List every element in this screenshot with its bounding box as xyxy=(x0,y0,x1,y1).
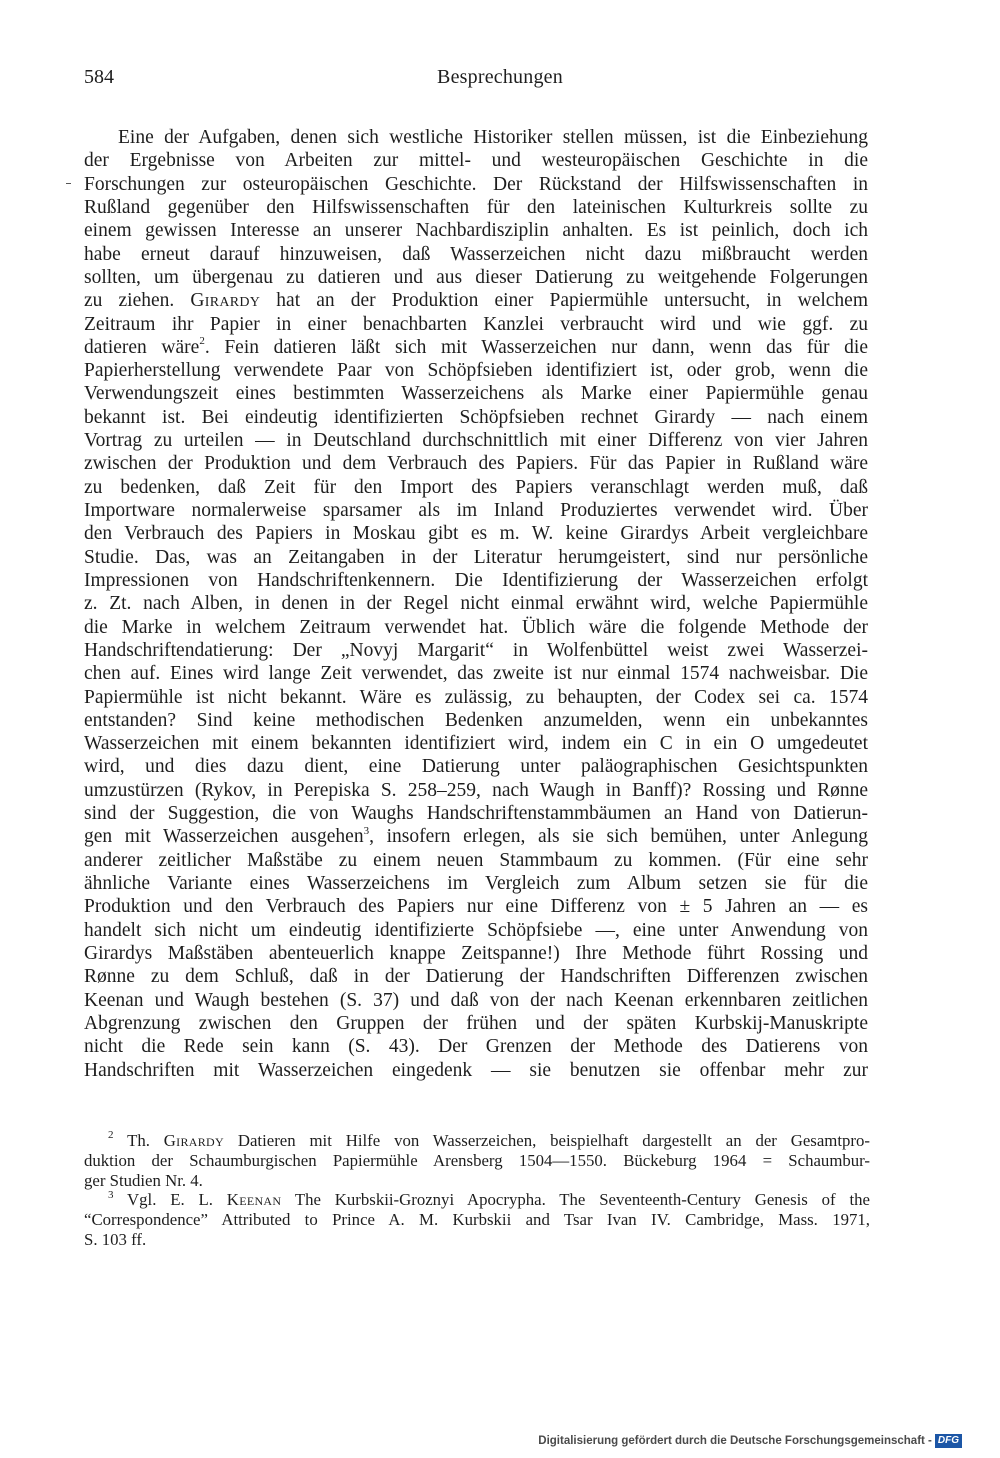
footnote-ref: 3 xyxy=(363,824,370,837)
footnote-2-author: Girardy xyxy=(163,1131,224,1150)
body-line xyxy=(84,336,868,359)
body-line-segment: gen mit Wasserzeichen ausgehen xyxy=(84,826,364,848)
body-line: Verwendungszeit eines bestimmten Wasserzeichens als Marke einer Papiermühle genau xyxy=(84,383,868,405)
body-line: Handschriften mit Wasserzeichen eingedenk — sie benutzen sie offenbar mehr zur xyxy=(84,1059,868,1081)
body-line: anderer zeitlicher Maßstäbe zu einem neuen Stammbaum zu kommen. (Für eine sehr xyxy=(84,849,868,871)
body-line: Handschriftendatierung: Der „Novyj Margarit“ in Wolfenbüttel weist zwei Wasserzei- xyxy=(84,639,868,661)
footnote-3-line-1 xyxy=(84,1190,870,1210)
body-line-segment: zu ziehen. xyxy=(84,290,191,312)
body-line: Eine der Aufgaben, denen sich westliche Historiker stellen müssen, ist die Einbeziehung xyxy=(118,127,868,148)
footnote-2-line-1 xyxy=(84,1131,870,1151)
footnote-3-author: Keenan xyxy=(226,1190,282,1210)
running-head: Besprechungen xyxy=(437,66,563,88)
dfg-logo: DFG xyxy=(935,1434,962,1448)
body-line: einem gewissen Interesse an unserer Nachbardisziplin anhalten. Es ist peinlich, doch ich xyxy=(84,220,868,242)
body-line-segment: datieren wäre xyxy=(84,336,200,358)
body-line-segment: , insofern erlegen, als sie sich bemühen, unter Anlegung xyxy=(369,826,868,848)
body-line: Girardys Maßstäben abenteuerlich knappe Zeitspanne!) Ihre Methode führt Rossing und xyxy=(84,942,868,964)
footnote-3-text: The Kurbskii-Groznyi Apocrypha. The Seventeenth-Century Genesis of the xyxy=(281,1190,870,1210)
body-line: chen auf. Eines wird lange Zeit verwendet, das zweite ist nur einmal 1574 nachweisbar. Die xyxy=(84,663,868,685)
footnote-3-number: 3 xyxy=(108,1188,114,1201)
body-line: Produktion und den Verbrauch des Papiers nur eine Differenz von ± 5 Jahren an — es xyxy=(84,896,868,918)
body-line: Zeitraum ihr Papier in einer benachbarten Kanzlei verbraucht wird und wie ggf. zu xyxy=(84,313,868,335)
body-line: sollten, um übergenau zu datieren und aus dieser Datierung zu weitgehende Folgerungen xyxy=(84,266,868,288)
body-line: umzustürzen (Rykov, in Perepiska S. 258–259, nach Waugh in Banff)? Rossing und Rønne xyxy=(84,779,868,801)
body-line-segment: hat an der Produktion einer Papiermühle untersucht, in welchem xyxy=(260,290,868,312)
body-line: Wasserzeichen mit einem bekannten identifiziert wird, indem ein C in ein O umgedeutet xyxy=(84,733,868,755)
footnote-ref: 2 xyxy=(199,335,205,348)
body-line: bekannt ist. Bei eindeutig identifizierten Schöpfsieben rechnet Girardy — nach einem xyxy=(84,406,868,428)
footnote-3-line-3: S. 103 ff. xyxy=(84,1229,147,1249)
body-line: Forschungen zur osteuropäischen Geschichte. Der Rückstand der Hilfswissenschaften in xyxy=(84,173,868,195)
footnote-2-line-3: ger Studien Nr. 4. xyxy=(84,1170,203,1190)
footnote-3-author-pre: Vgl. E. L. xyxy=(127,1190,227,1210)
body-line: der Ergebnisse von Arbeiten zur mittel- und westeuropäischen Geschichte in die xyxy=(84,150,868,172)
body-line xyxy=(84,289,868,312)
footnotes xyxy=(84,1131,870,1250)
footnote-2-number: 2 xyxy=(108,1129,114,1142)
body-line: nicht die Rede sein kann (S. 43). Der Grenzen der Methode des Datierens von xyxy=(84,1036,868,1058)
body-line: Papierherstellung verwendete Paar von Schöpfsieben identifiziert ist, oder grob, wenn die xyxy=(84,360,868,382)
body-line: Keenan und Waugh bestehen (S. 37) und daß von der nach Keenan erkennbaren zeitlichen xyxy=(84,989,868,1011)
body-line: ähnliche Variante eines Wasserzeichens im Vergleich zum Album setzen sie für die xyxy=(84,873,868,894)
body-line: Rußland gegenüber den Hilfswissenschaften für den lateinischen Kulturkreis sollte zu xyxy=(84,196,868,218)
body-line: Rønne zu dem Schluß, daß in der Datierung der Handschriften Differenzen zwischen xyxy=(84,966,868,988)
body-line xyxy=(84,825,868,848)
author-name: Girardy xyxy=(190,290,261,312)
body-line: z. Zt. nach Alben, in denen in der Regel nicht einmal erwähnt wird, welche Papiermühle xyxy=(84,593,868,615)
body-line: Abgrenzung zwischen den Gruppen der frühen und der späten Kurbskij-Manuskripte xyxy=(84,1012,868,1034)
body-line: habe erneut darauf hinzuweisen, daß Wasserzeichen nicht dazu mißbraucht werden xyxy=(84,243,868,265)
digitization-credit xyxy=(538,1434,962,1448)
margin-mark xyxy=(66,183,71,184)
body-line: wird, und dies dazu dient, eine Datierung unter paläographischen Gesichtspunkten xyxy=(84,756,868,778)
body-text xyxy=(84,126,868,1082)
footnote-2-author-pre: Th. xyxy=(127,1131,164,1150)
body-line: Papiermühle ist nicht bekannt. Wäre es zulässig, zu behaupten, der Codex sei ca. 1574 xyxy=(84,686,868,708)
page-number: 584 xyxy=(84,66,114,88)
footnote-2-text: Datieren mit Hilfe von Wasserzeichen, beispielhaft dargestellt an der Gesamtpro- xyxy=(224,1131,870,1150)
body-line: entstanden? Sind keine methodischen Bedenken anzumelden, wenn ein unbekanntes xyxy=(84,709,868,731)
body-line: Studie. Das, was an Zeitangaben in der Literatur herumgeistert, sind nur persönliche xyxy=(84,546,868,568)
body-line-segment: . Fein datieren läßt sich mit Wasserzeichen nur dann, wenn das für die xyxy=(204,336,868,358)
credit-text: Digitalisierung gefördert durch die Deutsche Forschungsgemeinschaft - xyxy=(538,1435,932,1447)
body-line: zu bedenken, daß Zeit für den Import des Papiers veranschlagt werden muß, daß xyxy=(84,476,868,498)
body-line: Importware normalerweise sparsamer als im Inland Produziertes verwendet wird. Über xyxy=(84,500,868,521)
body-line: den Verbrauch des Papiers in Moskau gibt es m. W. keine Girardys Arbeit vergleichbare xyxy=(84,523,868,545)
body-line: handelt sich nicht um eindeutig identifizierte Schöpfsiebe —, eine unter Anwendung von xyxy=(84,919,868,941)
body-line: zwischen der Produktion und dem Verbrauch des Papiers. Für das Papier in Rußland wäre xyxy=(84,453,868,475)
body-line: sind der Suggestion, die von Waughs Handschriftenstammbäumen an Hand von Datierun- xyxy=(84,803,868,825)
footnote-3-line-2: “Correspondence” Attributed to Prince A. M. Kurbskii and Tsar Ivan IV. Cambridge, Mass. 1971, xyxy=(84,1210,870,1230)
body-line: Vortrag zu urteilen — in Deutschland durchschnittlich mit einer Differenz von vier Jahren xyxy=(84,430,868,452)
body-line: Impressionen von Handschriftenkennern. Die Identifizierung der Wasserzeichen erfolgt xyxy=(84,569,868,591)
body-line: die Marke in welchem Zeitraum verwendet hat. Üblich wäre die folgende Methode der xyxy=(84,616,868,638)
footnote-2-line-2: duktion der Schaumburgischen Papiermühle Arensberg 1504—1550. Bückeburg 1964 = Schaumbur- xyxy=(84,1150,870,1170)
